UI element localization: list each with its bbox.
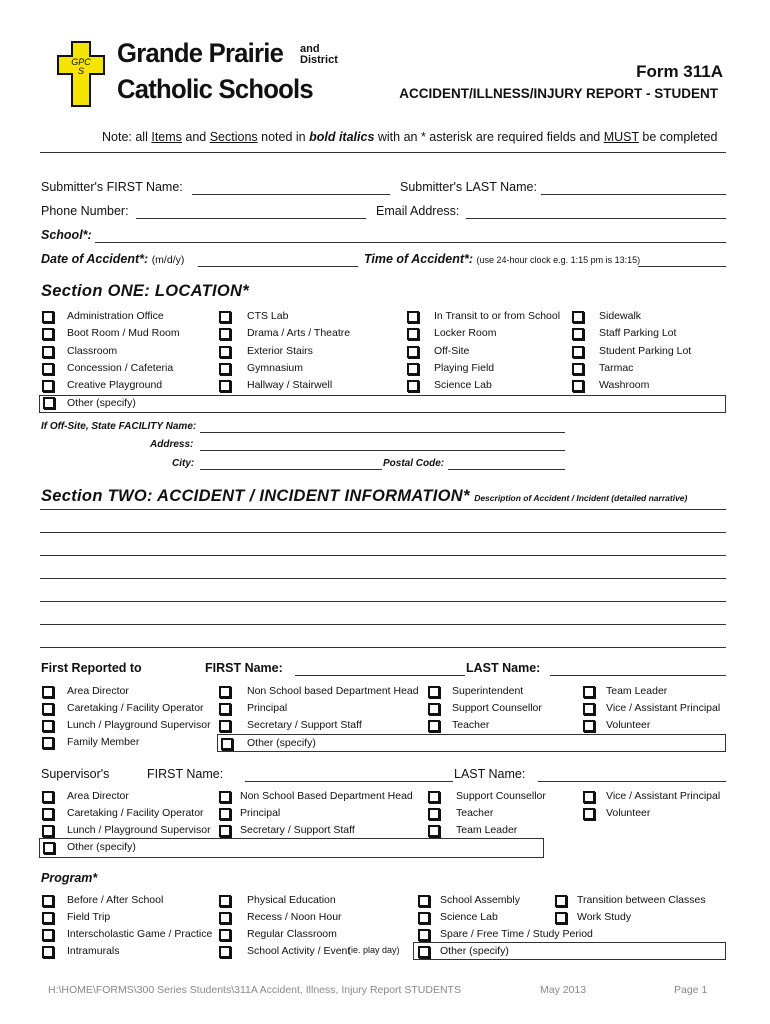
supervisor-last-name-field[interactable]: [538, 781, 726, 782]
checkbox[interactable]: [219, 808, 231, 820]
logo-initials: GPCS: [71, 57, 91, 76]
checkbox[interactable]: [42, 912, 54, 924]
option-label: Team Leader: [606, 685, 668, 697]
checkbox[interactable]: [42, 346, 54, 358]
option-label: Hallway / Stairwell: [247, 379, 333, 392]
footer-page: Page 1: [674, 984, 708, 996]
postal-code-label: Postal Code:: [383, 458, 445, 469]
checkbox[interactable]: [43, 397, 55, 409]
checkbox[interactable]: [219, 346, 231, 358]
option-label: Before / After School: [67, 894, 164, 906]
offsite-facility-label: If Off-Site, State FACILITY Name:: [41, 421, 197, 432]
checkbox[interactable]: [219, 720, 231, 732]
checkbox[interactable]: [418, 912, 430, 924]
supervisor-first-name-field[interactable]: [245, 781, 453, 782]
submitter-first-name-field[interactable]: [192, 194, 390, 195]
checkbox[interactable]: [42, 737, 54, 749]
narrative-line[interactable]: [40, 601, 726, 602]
option-label: Science Lab: [440, 911, 498, 923]
option-label: Secretary / Support Staff: [247, 719, 362, 731]
option-label: Other (specify): [67, 397, 136, 409]
option-label: Recess / Noon Hour: [247, 911, 342, 923]
checkbox[interactable]: [219, 929, 231, 941]
option-label: Caretaking / Facility Operator: [67, 702, 204, 714]
section-one-title: Section ONE: LOCATION*: [41, 282, 249, 300]
checkbox[interactable]: [428, 703, 440, 715]
checkbox[interactable]: [42, 328, 54, 340]
footer-path: H:\HOME\FORMS\300 Series Students\311A Accident, Illness, Injury Report STUDENTS: [48, 984, 461, 996]
checkbox[interactable]: [407, 328, 419, 340]
option-label: Washroom: [599, 379, 650, 392]
checkbox[interactable]: [418, 929, 430, 941]
option-label: Volunteer: [606, 807, 651, 819]
submitter-last-name-label: Submitter's LAST Name:: [400, 180, 537, 194]
school-label: School*:: [41, 228, 92, 242]
option-label: Other (specify): [440, 945, 509, 957]
checkbox[interactable]: [572, 363, 584, 375]
checkbox[interactable]: [428, 720, 440, 732]
option-label: Teacher: [452, 719, 490, 731]
option-label: Non School based Department Head: [247, 685, 419, 697]
option-label: Vice / Assistant Principal: [606, 702, 721, 714]
narrative-line[interactable]: [40, 509, 726, 510]
section-two-title: Section TWO: ACCIDENT / INCIDENT INFORMATION*: [41, 487, 470, 505]
checkbox[interactable]: [407, 346, 419, 358]
option-label: Area Director: [67, 685, 129, 697]
first-reported-first-name-label: FIRST Name:: [205, 661, 283, 675]
option-label: School Activity / Event: [247, 945, 351, 957]
narrative-line[interactable]: [40, 578, 726, 579]
date-field[interactable]: [198, 266, 358, 267]
checkbox[interactable]: [219, 912, 231, 924]
option-label: Non School Based Department Head: [240, 790, 413, 802]
option-label: Student Parking Lot: [599, 344, 692, 357]
option-label: Classroom: [67, 344, 118, 357]
option-label: Secretary / Support Staff: [240, 824, 355, 836]
option-label: Intramurals: [67, 945, 120, 957]
checkbox[interactable]: [219, 686, 231, 698]
option-label: Other (specify): [247, 737, 316, 749]
checkbox[interactable]: [407, 363, 419, 375]
checkbox[interactable]: [428, 686, 440, 698]
option-label: Family Member: [67, 736, 140, 748]
checkbox[interactable]: [42, 946, 54, 958]
section-two-header: [41, 487, 687, 506]
checkbox[interactable]: [42, 720, 54, 732]
checkbox[interactable]: [407, 380, 419, 392]
checkbox[interactable]: [407, 311, 419, 323]
checkbox[interactable]: [572, 311, 584, 323]
postal-code-field[interactable]: [448, 469, 565, 470]
email-field[interactable]: [466, 218, 726, 219]
checkbox[interactable]: [219, 946, 231, 958]
option-label: Caretaking / Facility Operator: [67, 807, 204, 819]
checkbox[interactable]: [572, 328, 584, 340]
supervisor-other-box: [39, 838, 544, 858]
checkbox[interactable]: [572, 346, 584, 358]
option-label: Principal: [240, 807, 281, 819]
checkbox[interactable]: [572, 380, 584, 392]
option-label: Exterior Stairs: [247, 344, 313, 357]
first-reported-label: First Reported to: [41, 661, 142, 675]
phone-field[interactable]: [136, 218, 366, 219]
supervisor-last-name-label: LAST Name:: [454, 767, 526, 781]
option-label: Concession / Cafeteria: [67, 361, 174, 374]
checkbox[interactable]: [42, 808, 54, 820]
checkbox[interactable]: [418, 895, 430, 907]
submitter-last-name-field[interactable]: [541, 194, 726, 195]
time-of-accident: Time of Accident*: (use 24-hour clock e.g. 1:15 pm is 13:15): [364, 252, 641, 266]
checkbox[interactable]: [428, 808, 440, 820]
checkbox[interactable]: [42, 825, 54, 837]
form-number: Form 311A: [636, 62, 723, 81]
checkbox[interactable]: [219, 703, 231, 715]
option-label: Superintendent: [452, 685, 524, 697]
first-reported-first-name-field[interactable]: [295, 675, 465, 676]
email-label: Email Address:: [376, 204, 460, 218]
checkbox[interactable]: [42, 363, 54, 375]
address-field[interactable]: [200, 450, 565, 451]
program-other-box: [413, 942, 726, 960]
option-label: Team Leader: [456, 824, 518, 836]
option-label: Tarmac: [599, 361, 634, 374]
option-label: Area Director: [67, 790, 129, 802]
supervisor-first-name-label: FIRST Name:: [147, 767, 224, 781]
option-label: Sidewalk: [599, 310, 642, 322]
checkbox[interactable]: [42, 380, 54, 392]
option-label: Playing Field: [434, 361, 495, 374]
org-name-line1: Grande Prairie: [117, 38, 284, 68]
checkbox[interactable]: [583, 720, 595, 732]
option-label: Teacher: [456, 807, 494, 819]
date-of-accident: Date of Accident*: (m/d/y): [41, 252, 185, 266]
narrative-line[interactable]: [40, 555, 726, 556]
time-field[interactable]: [638, 266, 726, 267]
logo: [56, 40, 106, 108]
phone-label: Phone Number:: [41, 204, 129, 218]
option-label: Lunch / Playground Supervisor: [67, 824, 211, 836]
option-label: Administration Office: [67, 310, 164, 322]
checkbox[interactable]: [42, 686, 54, 698]
checkbox[interactable]: [219, 380, 231, 392]
checkbox[interactable]: [42, 703, 54, 715]
option-label: Work Study: [577, 911, 632, 923]
section-two-subtitle: Description of Accident / Incident (detailed narrative): [474, 493, 688, 503]
option-label: Gymnasium: [247, 361, 304, 374]
checkbox[interactable]: [219, 328, 231, 340]
option-label: Spare / Free Time / Study Period: [440, 928, 593, 940]
checkbox[interactable]: [583, 791, 595, 803]
option-label: Locker Room: [434, 327, 497, 340]
option-label: Boot Room / Mud Room: [67, 327, 180, 340]
option-label: Support Counsellor: [452, 702, 542, 714]
checkbox[interactable]: [219, 311, 231, 323]
form-title: ACCIDENT/ILLNESS/INJURY REPORT - STUDENT: [399, 86, 718, 101]
required-note: Note: all Items and Sections noted in bold italics with an * asterisk are required fields and MUST be completed: [102, 130, 718, 144]
option-label: Staff Parking Lot: [599, 327, 677, 340]
checkbox[interactable]: [428, 791, 440, 803]
org-name-line2: Catholic Schools: [117, 74, 313, 104]
option-label: Regular Classroom: [247, 928, 337, 940]
note-divider: [40, 152, 726, 153]
city-label: City:: [172, 458, 195, 469]
checkbox[interactable]: [219, 363, 231, 375]
option-label: Drama / Arts / Theatre: [247, 327, 351, 340]
option-label: Creative Playground: [67, 379, 163, 392]
option-label: Physical Education: [247, 894, 336, 906]
option-label: CTS Lab: [247, 310, 289, 322]
checkbox[interactable]: [555, 912, 567, 924]
first-reported-last-name-field[interactable]: [550, 675, 726, 676]
option-label: Off-Site: [434, 344, 470, 357]
option-label: Interscholastic Game / Practice: [67, 928, 213, 940]
checkbox[interactable]: [583, 703, 595, 715]
offsite-facility-field[interactable]: [200, 432, 565, 433]
checkbox[interactable]: [42, 311, 54, 323]
checkbox[interactable]: [219, 825, 231, 837]
option-label: Lunch / Playground Supervisor: [67, 719, 211, 731]
narrative-line[interactable]: [40, 647, 726, 648]
checkbox[interactable]: [583, 808, 595, 820]
program-label: Program*: [41, 871, 98, 885]
option-label: Other (specify): [67, 841, 136, 853]
option-label: Field Trip: [67, 911, 111, 923]
address-label: Address:: [150, 439, 194, 450]
checkbox[interactable]: [42, 895, 54, 907]
option-label: Science Lab: [434, 379, 492, 392]
narrative-line[interactable]: [40, 532, 726, 533]
city-field[interactable]: [200, 469, 382, 470]
option-label: In Transit to or from School: [434, 310, 561, 322]
checkbox[interactable]: [583, 686, 595, 698]
footer-date: May 2013: [540, 984, 587, 996]
first-reported-last-name-label: LAST Name:: [466, 661, 541, 675]
school-field[interactable]: [95, 242, 726, 243]
option-label: Transition between Classes: [577, 894, 706, 906]
checkbox[interactable]: [42, 929, 54, 941]
school-activity-hint: (ie. play day): [348, 945, 400, 955]
checkbox[interactable]: [42, 791, 54, 803]
option-label: Volunteer: [606, 719, 651, 731]
section-one-other-box: [39, 395, 726, 413]
org-and-district: and District: [300, 43, 338, 66]
checkbox[interactable]: [555, 895, 567, 907]
checkbox[interactable]: [428, 825, 440, 837]
checkbox[interactable]: [219, 791, 231, 803]
option-label: Principal: [247, 702, 288, 714]
option-label: Vice / Assistant Principal: [606, 790, 721, 802]
first-reported-other-box: [217, 734, 726, 752]
checkbox[interactable]: [219, 895, 231, 907]
narrative-line[interactable]: [40, 624, 726, 625]
submitter-first-name-label: Submitter's FIRST Name:: [41, 180, 183, 194]
option-label: Support Counsellor: [456, 790, 546, 802]
supervisor-label: Supervisor's: [41, 767, 110, 781]
option-label: School Assembly: [440, 894, 520, 906]
